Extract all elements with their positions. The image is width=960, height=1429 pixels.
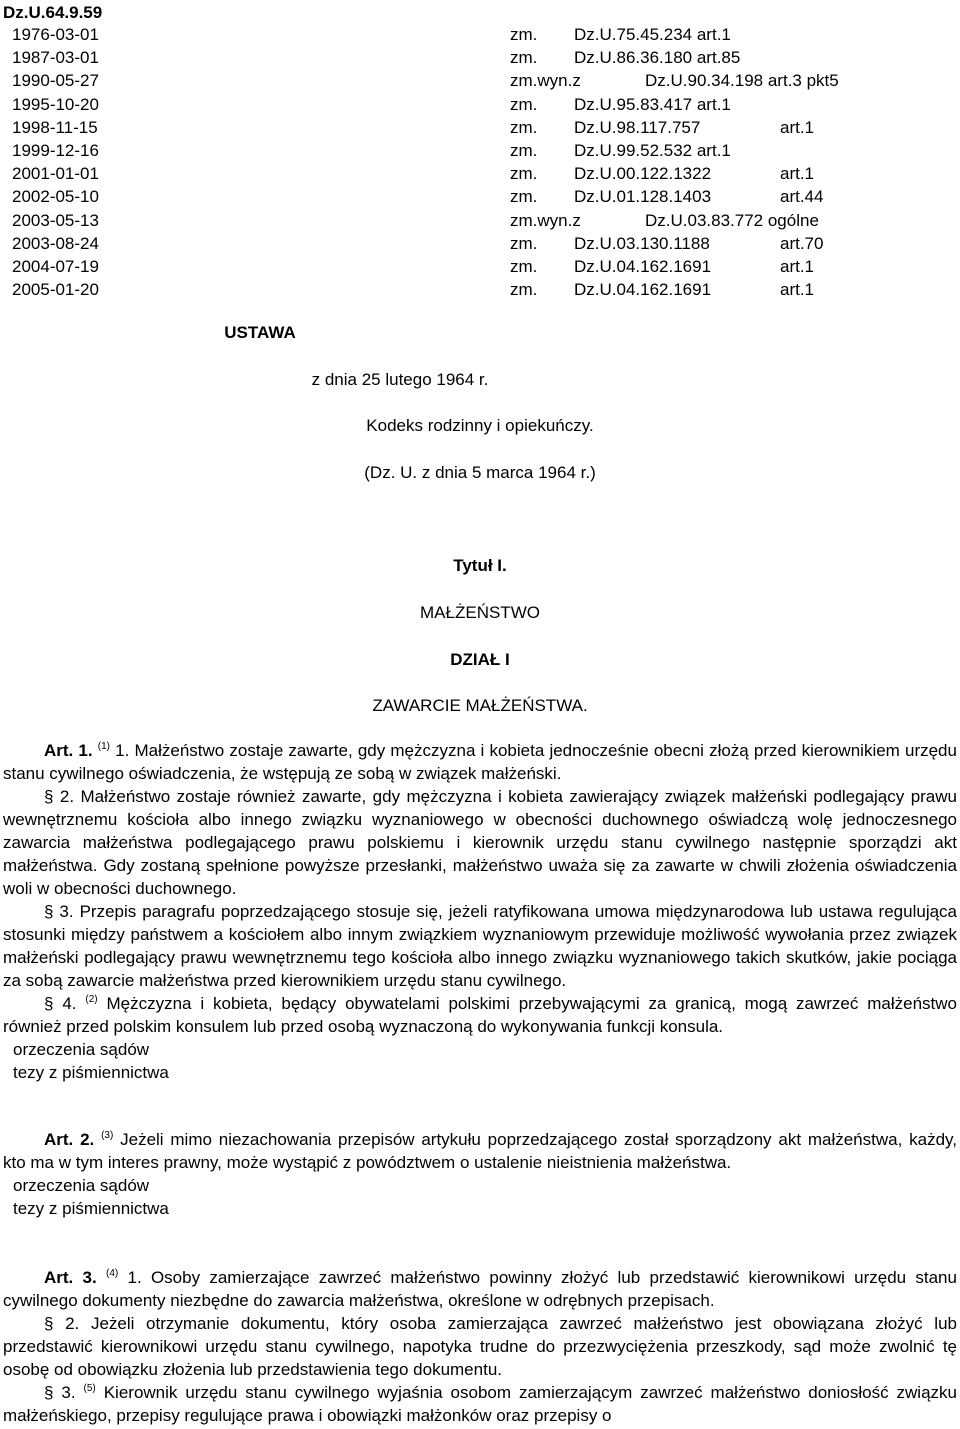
amendment-reference: Dz.U.04.162.1691 (574, 280, 712, 300)
amendment-date: 2005-01-20 (12, 280, 99, 300)
article-2 (3, 1128, 957, 1220)
footnote-ref: (4) (106, 1268, 119, 1279)
paragraph-number: 1. (115, 741, 130, 760)
paragraph-text: Jeżeli otrzymanie dokumentu, który osoba zamierzająca zawrzeć małżeństwo jest obowiązana złożyć lub przedstawić kierownikowi urzędu stanu cywilnego, napotyka trudne do przezwyciężenia przeszkody, sąd może zwolnić tę osobę od obowiązku złożenia lub przedstawienia tego dokumentu. (3, 1314, 957, 1379)
paragraph-text: Jeżeli mimo niezachowania przepisów artykułu poprzedzającego został sporządzony akt małżeństwa, każdy, kto ma w tym interes prawny, może wystąpić z powództwem o ustalenie nieistnienia małżeństwa. (3, 1130, 957, 1172)
amendment-row (12, 278, 912, 301)
amendment-type: zm. (510, 117, 538, 137)
art1-par3 (3, 900, 957, 992)
art3-par3 (3, 1381, 957, 1427)
amendment-date: 1976-03-01 (12, 25, 99, 44)
amendment-article: art.1 (780, 117, 815, 137)
amendment-type: zm.wyn.z (510, 71, 581, 91)
amendment-article: art.1 (780, 256, 815, 276)
amendment-row (12, 116, 912, 139)
paragraph-text: Osoby zamierzające zawrzeć małżeństwo powinny złożyć lub przedstawić kierownikowi urzędu stanu cywilnego dokumenty niezbędne do zawarcia małżeństwa, określone w odrębnych przepisach. (3, 1268, 957, 1310)
paragraph-text: Mężczyzna i kobieta, będący obywatelami polskimi przebywającymi za granicą, mogą zawrzeć małżeństwo również przed polskim konsulem lub przed osobą wyznaczoną do wykonywania funkcji konsula. (3, 994, 957, 1036)
amendment-date: 2001-01-01 (12, 164, 99, 184)
amendment-reference: Dz.U.04.162.1691 (574, 256, 712, 276)
amendment-reference: Dz.U.98.117.757 (574, 117, 701, 137)
amendment-type: zm. (510, 25, 538, 44)
title-heading: Tytuł I. (453, 556, 507, 575)
amendment-article: art.1 (780, 280, 815, 300)
division-heading: DZIAŁ I (450, 650, 510, 669)
amendment-date: 1999-12-16 (12, 140, 99, 160)
amendment-date: 1987-03-01 (12, 48, 99, 68)
paragraph-text: Kierownik urzędu stanu cywilnego wyjaśnia osobom zamierzającym zawrzeć małżeństwo doniosłość związku małżeńskiego, przepisy regulujące prawa i obowiązki małżonków oraz przepisy o (3, 1383, 957, 1425)
literature-link[interactable]: tezy z piśmiennictwa (13, 1199, 169, 1218)
amendment-reference: Dz.U.95.83.417 art.1 (574, 94, 731, 114)
amendment-type: zm. (510, 94, 538, 114)
marriage-heading: MAŁŻEŃSTWO (420, 603, 540, 622)
literature-link[interactable]: tezy z piśmiennictwa (13, 1063, 169, 1082)
amendment-row (12, 23, 912, 46)
ustawa-heading: USTAWA (224, 323, 296, 342)
amendment-date: 2002-05-10 (12, 187, 99, 207)
amendment-row (12, 69, 912, 92)
amendment-type: zm.wyn.z (510, 210, 581, 230)
document-id: Dz.U.64.9.59 (3, 3, 103, 22)
amendment-row (12, 185, 912, 208)
art1-label: Art. 1. (44, 741, 93, 760)
amendment-date: 1998-11-15 (12, 117, 98, 137)
art3-par1 (3, 1266, 957, 1312)
paragraph-number: § 3. (44, 1383, 76, 1402)
amendment-type: zm. (510, 256, 538, 276)
art1-par4 (3, 992, 957, 1038)
amendment-reference: Dz.U.00.122.1322 (574, 164, 712, 184)
art3-label: Art. 3. (44, 1268, 97, 1287)
amendment-article: art.44 (780, 187, 824, 207)
amendment-reference: Dz.U.75.45.234 art.1 (574, 25, 731, 44)
section-heading: ZAWARCIE MAŁŻEŃSTWA. (372, 696, 588, 715)
paragraph-text: Przepis paragrafu poprzedzającego stosuje się, jeżeli ratyfikowana umowa międzynarodowa lub ustawa regulująca stosunki między państwem a kościołem albo innym związkiem wyznaniowym przewiduje możliwość wywołania przez związek małżeński podlegający prawu wewnętrznemu tego kościoła albo innego związku wyznaniowego takich skutków, jakie pociąga za sobą zawarcie małżeństwa przed kierownikiem urzędu stanu cywilnego. (3, 902, 958, 990)
paragraph-number: § 3. (44, 902, 74, 921)
court-rulings-link[interactable]: orzeczenia sądów (13, 1040, 150, 1059)
amendments-table (12, 23, 912, 301)
paragraph-text: Małżeństwo zostaje również zawarte, gdy mężczyzna i kobieta zawierający związek małżeński podlegający prawu wewnętrznemu kościoła albo innego związku wyznaniowego w obecności duchownego oświadczą wolę jednoczesnego zawarcia małżeństwa podlegającego prawu polskiemu i kierownik urzędu stanu cywilnego następnie sporządzi akt małżeństwa. Gdy zostaną spełnione powyższe przesłanki, małżeństwo uważa się za zawarte w chwili złożenia oświadczenia woli w obecności duchownego. (3, 787, 957, 898)
court-rulings-link[interactable]: orzeczenia sądów (13, 1176, 150, 1195)
amendment-row (12, 162, 912, 185)
amendment-date: 1990-05-27 (12, 71, 99, 91)
amendment-reference: Dz.U.03.130.1188 (574, 233, 710, 253)
amendment-reference: Dz.U.01.128.1403 (574, 187, 712, 207)
amendment-article: art.70 (780, 233, 824, 253)
amendment-reference: Dz.U.86.36.180 art.85 (574, 48, 741, 68)
footnote-ref: (2) (85, 994, 98, 1005)
amendment-type: zm. (510, 187, 538, 207)
amendment-type: zm. (510, 140, 538, 160)
amendment-row (12, 46, 912, 69)
art1-par1 (3, 739, 957, 785)
amendment-type: zm. (510, 164, 538, 184)
amendment-reference: Dz.U.99.52.532 art.1 (574, 140, 731, 160)
amendment-date: 2004-07-19 (12, 256, 99, 276)
act-name: Kodeks rodzinny i opiekuńczy. (366, 416, 594, 435)
paragraph-number: § 2. (44, 787, 75, 806)
amendment-article: art.1 (780, 164, 815, 184)
amendment-row (12, 232, 912, 255)
paragraph-number: 1. (127, 1268, 142, 1287)
act-date: z dnia 25 lutego 1964 r. (311, 370, 489, 389)
amendment-type: zm. (510, 233, 538, 253)
art2-label: Art. 2. (44, 1130, 95, 1149)
amendment-reference: Dz.U.03.83.772 ogólne (645, 210, 819, 230)
paragraph-text: Małżeństwo zostaje zawarte, gdy mężczyzna i kobieta jednocześnie obecni złożą przed kierownikiem urzędu stanu cywilnego oświadczenia, że wstępują ze sobą w związek małżeński. (3, 741, 957, 783)
amendment-date: 2003-05-13 (12, 210, 99, 230)
amendment-type: zm. (510, 48, 538, 68)
amendment-row (12, 255, 912, 278)
amendment-date: 2003-08-24 (12, 233, 99, 253)
paragraph-number: § 4. (44, 994, 77, 1013)
article-3 (3, 1266, 957, 1427)
paragraph-number: § 2. (44, 1314, 80, 1333)
art3-par2 (3, 1312, 957, 1381)
amendment-reference: Dz.U.90.34.198 art.3 pkt5 (645, 71, 839, 91)
footnote-ref: (5) (83, 1383, 96, 1394)
amendment-date: 1995-10-20 (12, 94, 99, 114)
article-1 (3, 739, 957, 1084)
art2-par (3, 1128, 957, 1174)
amendment-row (12, 139, 912, 162)
journal-reference: (Dz. U. z dnia 5 marca 1964 r.) (364, 463, 596, 482)
amendment-row (12, 209, 912, 232)
footnote-ref: (3) (101, 1130, 114, 1141)
amendment-row (12, 93, 912, 116)
footnote-ref: (1) (97, 741, 110, 752)
art1-par2 (3, 785, 957, 900)
amendment-type: zm. (510, 280, 538, 300)
